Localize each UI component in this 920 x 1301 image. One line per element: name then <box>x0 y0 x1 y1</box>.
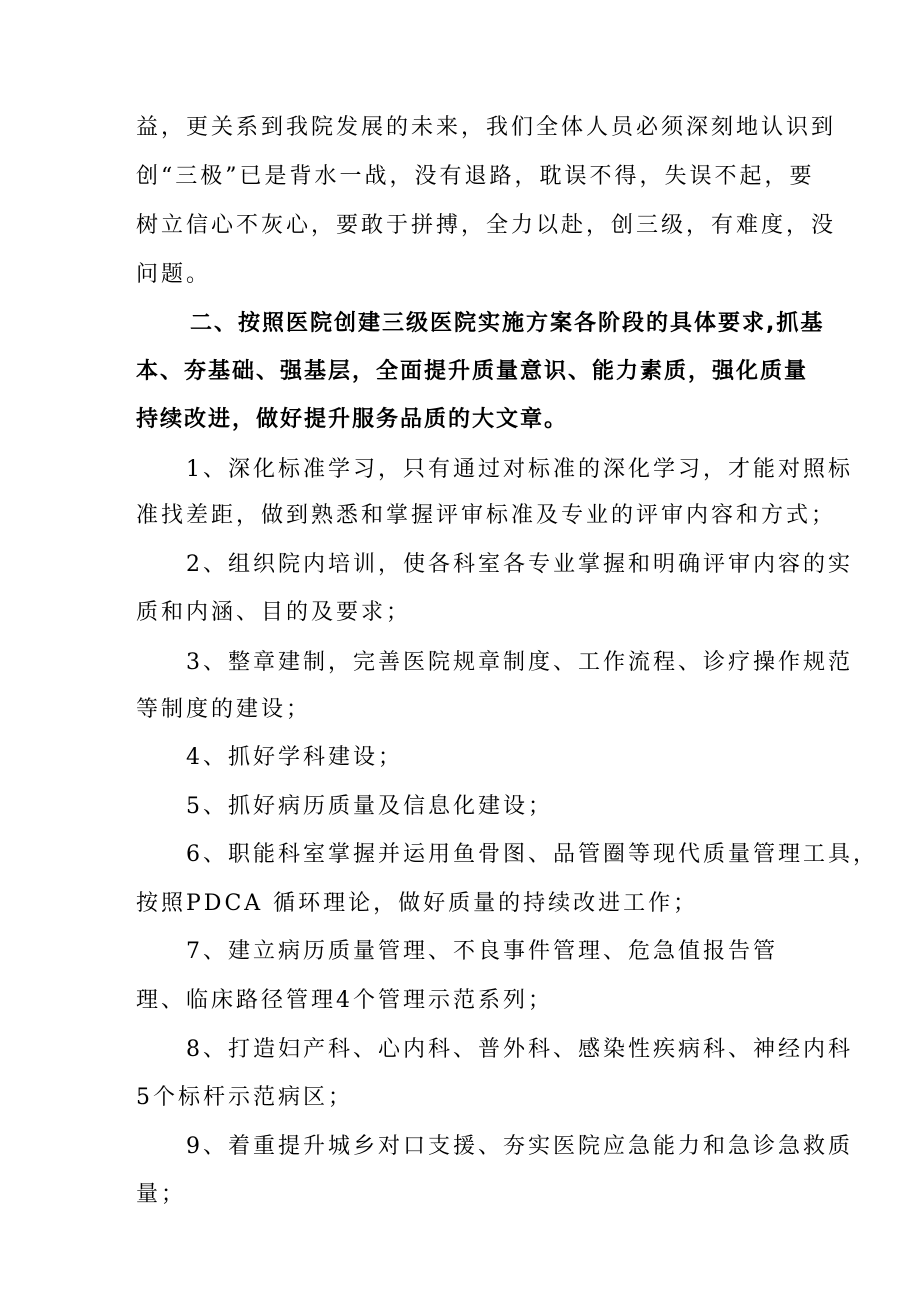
list-item-1-line: 准找差距，做到熟悉和掌握评审标准及专业的评审内容和方式； <box>136 503 837 528</box>
section-heading-line: 二、按照医院创建三级医院实施方案各阶段的具体要求,抓基 <box>190 311 825 336</box>
list-item-7-line: 7、建立病历质量管理、不良事件管理、危急值报告管 <box>186 939 778 964</box>
list-item-2-line: 质和内涵、目的及要求； <box>136 600 412 625</box>
list-item-7-line: 理、临床路径管理4个管理示范系列； <box>136 988 553 1013</box>
paragraph-line: 问题。 <box>136 262 212 287</box>
list-item-3-line: 等制度的建设； <box>136 697 312 722</box>
list-item-8-line: 8、打造妇产科、心内科、普外科、感染性疾病科、神经内科 <box>186 1037 853 1062</box>
paragraph-line: 树立信心不灰心，要敢于拼搏，全力以赴，创三级，有难度，没 <box>136 213 837 238</box>
list-item-9-line: 量； <box>136 1182 187 1207</box>
paragraph-line: 益，更关系到我院发展的未来，我们全体人员必须深刻地认识到 <box>136 115 837 140</box>
section-heading-line: 持续改进，做好提升服务品质的大文章。 <box>136 407 569 432</box>
list-item-3-line: 3、整章建制，完善医院规章制度、工作流程、诊疗操作规范 <box>186 650 853 675</box>
list-item-6-line: 按照PDCA 循环理论，做好质量的持续改进工作； <box>136 891 699 916</box>
list-item-5-line: 5、抓好病历质量及信息化建设； <box>186 794 553 819</box>
list-item-1-line: 1、深化标准学习，只有通过对标准的深化学习，才能对照标 <box>186 457 853 482</box>
section-heading-line: 本、夯基础、强基层，全面提升质量意识、能力素质，强化质量 <box>136 359 809 384</box>
list-item-8-line: 5个标杆示范病区； <box>136 1085 353 1110</box>
paragraph-line: 创“三极”已是背水一战，没有退路，耽误不得，失误不起，要 <box>136 164 815 189</box>
list-item-9-line: 9、着重提升城乡对口支援、夯实医院应急能力和急诊急救质 <box>186 1134 853 1159</box>
list-item-6-line: 6、职能科室掌握并运用鱼骨图、品管圈等现代质量管理工具， <box>186 842 878 867</box>
list-item-4-line: 4、抓好学科建设； <box>186 745 403 770</box>
list-item-2-line: 2、组织院内培训，使各科室各专业掌握和明确评审内容的实 <box>186 552 853 577</box>
